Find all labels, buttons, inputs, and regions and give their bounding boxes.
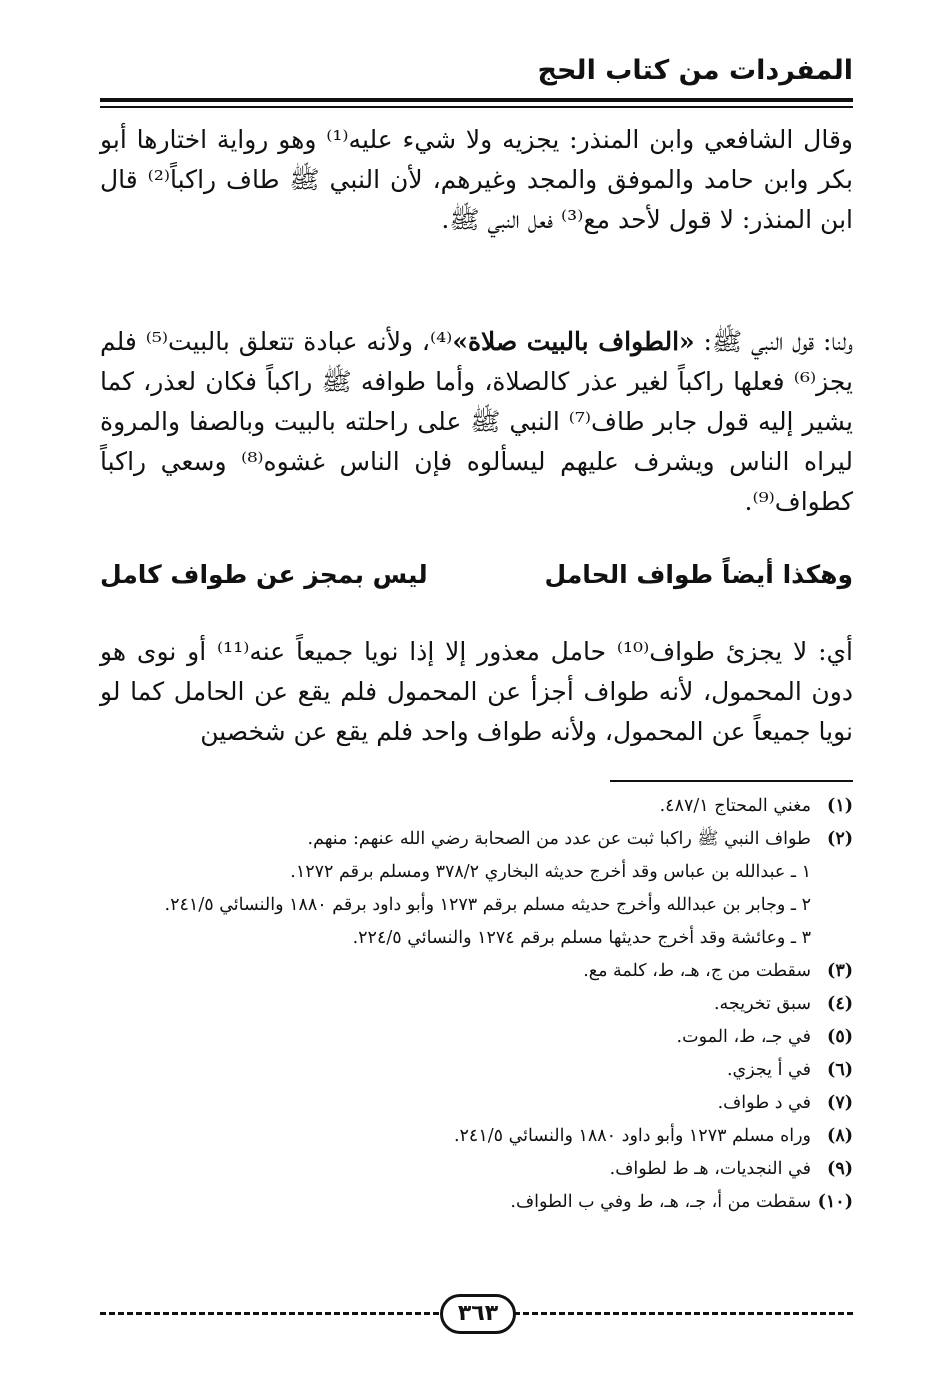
footnote-number: (٤) — [827, 994, 853, 1014]
footnote-3 — [100, 955, 853, 988]
page-number: ٣٦٣ — [440, 1294, 516, 1334]
footnote-text: في أ يجزي. — [726, 1060, 811, 1080]
footnote-number: (٨) — [827, 1126, 853, 1146]
footnotes — [100, 790, 853, 1219]
footnote-text: سقطت من أ، جـ، هـ، ط وفي ب الطواف. — [510, 1192, 811, 1212]
footnote-number: (٣) — [827, 961, 853, 981]
footnote-number: (١) — [827, 796, 853, 816]
footnote-number: (٢) — [827, 829, 853, 849]
footnote-number: (٩) — [827, 1159, 853, 1179]
footnote-4 — [100, 988, 853, 1021]
footnote-number: (٥) — [827, 1027, 853, 1047]
footnote-text: في النجديات، هـ ط لطواف. — [609, 1159, 811, 1179]
footnote-7 — [100, 1087, 853, 1120]
paragraph-2-rest: ⁽⁴⁾، ولأنه عبادة تتعلق بالبيت⁽⁵⁾ فلم يجز⁽⁶⁾ فعلها راكباً لغير عذر كالصلاة، وأما طوافه ﷺ راكباً فكان لعذر، كما يشير إليه قول جابر طاف⁽⁷⁾ النبي ﷺ على راحلته بالبيت وبالصفا والمروة ليراه الناس ويشرف عليهم ليسألوه فإن الناس غشوه⁽⁸⁾ وسعي راكباً كطواف⁽⁹⁾. — [100, 327, 853, 516]
footnote-2-sub-3: ٣ ـ وعائشة وقد أخرج حديثها مسلم برقم ١٢٧٤ والنسائي ٢٢٤/٥. — [352, 928, 811, 948]
paragraph-3: أي: لا يجزئ طواف⁽¹⁰⁾ حامل معذور إلا إذا نويا جميعاً عنه⁽¹¹⁾ أو نوى هو دون المحمول، لأنه طواف أجزأ عن المحمول فلم يقع عن الحامل كما لو نويا جميعاً عن المحمول، ولأنه طواف واحد فلم يقع عن شخصين — [100, 637, 854, 746]
footnote-number: (١٠) — [817, 1192, 853, 1212]
footnote-2-sub-1: ١ ـ عبدالله بن عباس وقد أخرج حديثه البخاري ٣٧٨/٢ ومسلم برقم ١٢٧٢. — [290, 862, 811, 882]
footnote-8 — [100, 1120, 853, 1153]
heading-part-right: وهكذا أيضاً طواف الحامل — [544, 560, 853, 589]
footnote-6 — [100, 1054, 853, 1087]
header-rule-thick — [100, 98, 853, 102]
paragraph-1: وقال الشافعي وابن المنذر: يجزيه ولا شيء عليه⁽¹⁾ وهو رواية اختارها أبو بكر وابن حامد والموفق والمجد وغيرهم، لأن النبي ﷺ طاف راكباً⁽²⁾ قال ابن المنذر: لا قول لأحد مع⁽³⁾ فعل النبي ﷺ. — [100, 125, 853, 234]
footnote-2 — [100, 823, 853, 856]
footnote-text: طواف النبي ﷺ راكبا ثبت عن عدد من الصحابة رضي الله عنهم: منهم. — [307, 829, 811, 849]
footnote-separator — [610, 780, 853, 782]
footnote-number: (٦) — [827, 1060, 853, 1080]
footnote-9 — [100, 1153, 853, 1186]
hadith-quote: «الطواف بالبيت صلاة» — [452, 327, 695, 356]
footnote-number: (٧) — [827, 1093, 853, 1113]
running-title: المفردات من كتاب الحج — [537, 55, 853, 86]
footnote-text: مغني المحتاج ٤٨٧/١. — [659, 796, 811, 816]
footnote-text: سبق تخريجه. — [713, 994, 811, 1014]
heading-part-left: ليس بمجز عن طواف كامل — [100, 560, 428, 589]
footnote-text: وراه مسلم ١٢٧٣ وأبو داود ١٨٨٠ والنسائي ٢٤١/٥. — [453, 1126, 811, 1146]
section-heading — [100, 560, 853, 589]
footnote-text: سقطت من ج، هـ، ط، كلمة مع. — [583, 961, 811, 981]
footnote-text: في جـ، ط، الموت. — [676, 1027, 811, 1047]
footnote-1 — [100, 790, 853, 823]
paragraph-2 — [100, 322, 853, 522]
paragraph-2-intro: ولنا: قول النبي ﷺ: — [694, 327, 854, 356]
header-rule-thin — [100, 106, 853, 108]
footnote-2-sub-2: ٢ ـ وجابر بن عبدالله وأخرج حديثه مسلم برقم ١٢٧٣ وأبو داود برقم ١٨٨٠ والنسائي ٢٤١/٥. — [164, 895, 811, 915]
footnote-text: في د طواف. — [717, 1093, 811, 1113]
footnote-5 — [100, 1021, 853, 1054]
footnote-10 — [100, 1186, 853, 1219]
